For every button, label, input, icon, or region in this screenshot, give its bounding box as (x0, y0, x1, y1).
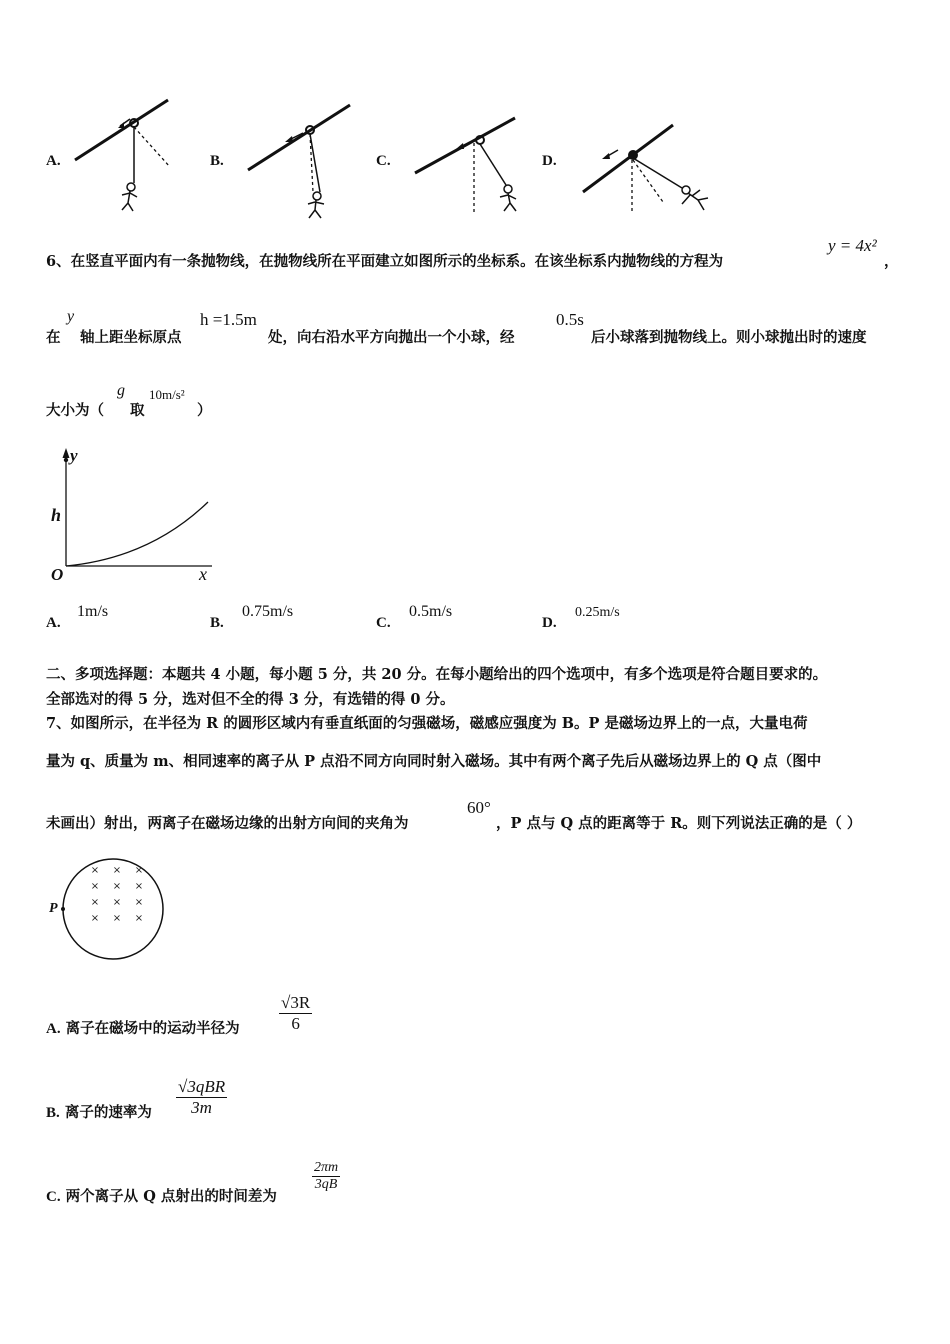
q6-graph-x-label: x (199, 564, 207, 584)
q6-line2-part3: 处，向右沿水平方向抛出一个小球，经 (268, 329, 515, 346)
section2-line1: 二、多项选择题：本题共 4 小题，每小题 5 分，共 20 分。在每小题给出的四个选项中，有多个选项是符合题目要求的。 (46, 666, 828, 683)
q7-option-c-denominator: 3qB (314, 1177, 338, 1192)
q5-option-d-label: D. (542, 153, 557, 169)
q6-option-a-label: A. (46, 615, 61, 631)
q7-line1: 7、如图所示，在半径为 R 的圆形区域内有垂直纸面的匀强磁场，磁感应强度为 B。P 是磁场边界上的一点，大量电荷 (46, 715, 808, 732)
section2-line2: 全部选对的得 5 分，选对但不全的得 3 分，有选错的得 0 分。 (46, 691, 455, 708)
q6-time-expr: 0.5s (556, 310, 584, 329)
q5-option-a-label: A. (46, 153, 61, 169)
q6-line2-part4: 后小球落到抛物线上。则小球抛出时的速度 (591, 329, 867, 346)
q7-option-a-numerator: √3R (281, 993, 311, 1012)
q7-option-b-denominator: 3m (191, 1098, 212, 1117)
q5-figure-c (410, 113, 530, 218)
q7-option-b-fraction (176, 1077, 227, 1118)
q6-y-symbol: y (67, 308, 75, 325)
field-mark: × (134, 897, 144, 908)
q7-option-a-text: 离子在磁场中的运动半径为 (65, 1020, 240, 1037)
q7-option-c-text: 两个离子从 Q 点射出的时间差为 (65, 1188, 277, 1205)
q6-height-expr: h =1.5m (200, 310, 257, 329)
q6-equation: y = 4x² (828, 236, 877, 255)
q6-g-symbol: g (117, 382, 125, 399)
q6-option-a-value: 1m/s (77, 603, 109, 620)
q6-line1-prefix: 6、在竖直平面内有一条抛物线，在抛物线所在平面建立如图所示的坐标系。在该坐标系内抛物线的方程为 (46, 253, 724, 270)
field-mark: × (134, 881, 144, 892)
q6-graph-h-label: h (51, 505, 62, 525)
q6-graph-origin-label: O (51, 565, 64, 584)
q7-option-b (46, 1101, 152, 1122)
q7-line3-part2: ，P 点与 Q 点的距离等于 R。则下列说法正确的是（ ） (496, 815, 862, 832)
q7-option-c-fraction (312, 1160, 340, 1193)
q7-option-a-denominator: 6 (291, 1014, 300, 1033)
field-mark: × (112, 897, 122, 908)
q6-option-d-value: 0.25m/s (575, 605, 620, 620)
q6-option-b-value: 0.75m/s (242, 603, 294, 620)
q7-option-c (46, 1185, 277, 1206)
field-mark: × (112, 913, 122, 924)
q7-option-c-label: C. (46, 1189, 61, 1205)
q6-line3-part2: 取 (130, 402, 145, 419)
q7-option-a-label: A. (46, 1021, 61, 1037)
q6-option-c-value: 0.5m/s (409, 603, 453, 620)
q6-graph-y-label: y (70, 446, 78, 465)
q6-line2-part1: 在 (46, 329, 61, 346)
q7-option-c-numerator: 2πm (314, 1160, 339, 1175)
q7-line3-part1: 未画出）射出，两离子在磁场边缘的出射方向间的夹角为 (46, 815, 409, 832)
field-mark: × (134, 913, 144, 924)
q7-option-b-text: 离子的速率为 (64, 1104, 152, 1121)
field-mark: × (90, 881, 100, 892)
field-mark: × (112, 881, 122, 892)
q7-option-a-fraction (279, 993, 312, 1034)
q5-figure-b (245, 100, 355, 225)
q7-angle: 60° (467, 798, 491, 817)
q6-option-c-label: C. (376, 615, 391, 631)
q5-figure-d (578, 120, 718, 220)
q5-option-c-label: C. (376, 153, 391, 169)
q7-field-marks (84, 865, 150, 924)
field-mark: × (90, 913, 100, 924)
field-mark: × (112, 865, 122, 876)
q6-line3-part3: ） (197, 402, 212, 419)
q6-line3-part1: 大小为（ (46, 402, 104, 419)
q6-option-d-label: D. (542, 615, 557, 631)
q5-figure-a (70, 95, 180, 220)
q7-option-b-numerator: √3qBR (178, 1077, 226, 1096)
field-mark: × (90, 897, 100, 908)
q7-p-label: P (49, 901, 58, 916)
q7-option-a (46, 1017, 240, 1038)
q6-line1-suffix: ， (884, 253, 899, 270)
field-mark: × (134, 865, 144, 876)
q6-g-value: 10m/s² (149, 387, 185, 402)
q7-option-b-label: B. (46, 1105, 60, 1121)
field-mark: × (90, 865, 100, 876)
q5-option-b-label: B. (210, 153, 224, 169)
q7-line2: 量为 q、质量为 m、相同速率的离子从 P 点沿不同方向同时射入磁场。其中有两个离子先后从磁场边界上的 Q 点（图中 (46, 753, 822, 770)
q6-option-b-label: B. (210, 615, 224, 631)
q6-line2-part2: 轴上距坐标原点 (80, 329, 182, 346)
